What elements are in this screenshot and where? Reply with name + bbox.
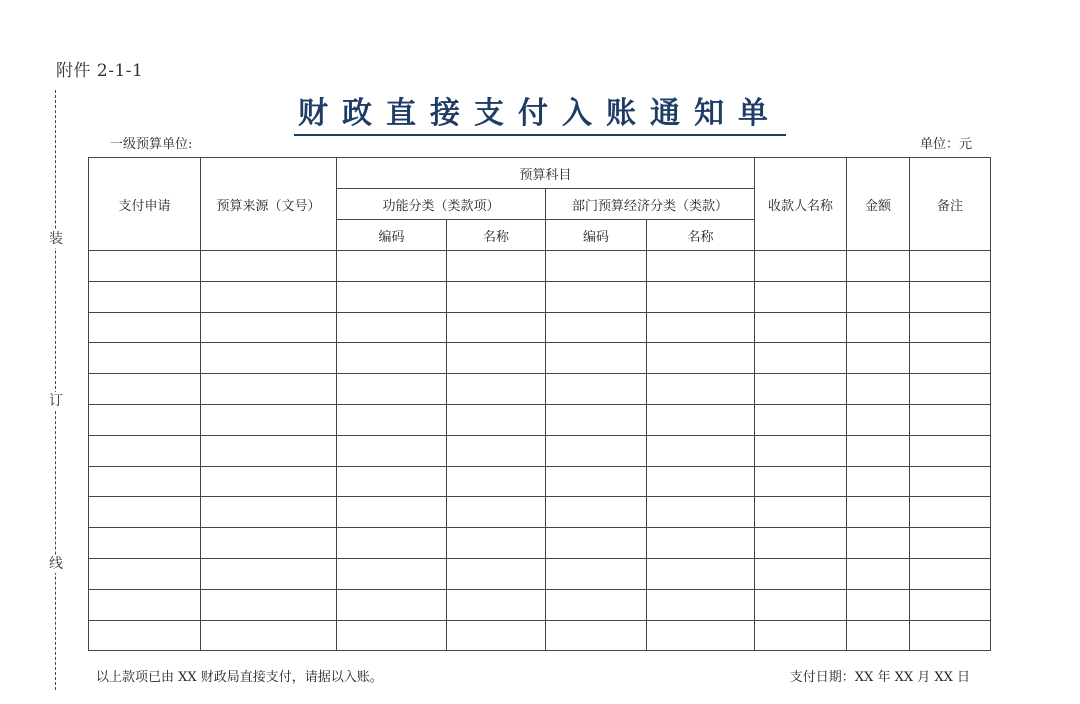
table-cell <box>847 281 910 312</box>
table-row <box>89 620 991 651</box>
table-cell <box>201 620 337 651</box>
table-cell <box>447 435 546 466</box>
table-cell <box>755 312 847 343</box>
table-row <box>89 435 991 466</box>
header-amount: 金额 <box>847 158 910 251</box>
table-cell <box>647 404 755 435</box>
header-econ-code: 编码 <box>546 220 647 251</box>
table-cell <box>89 528 201 559</box>
table-cell <box>337 466 447 497</box>
table-cell <box>755 374 847 405</box>
table-cell <box>337 435 447 466</box>
table-cell <box>89 343 201 374</box>
table-cell <box>546 374 647 405</box>
table-cell <box>546 312 647 343</box>
table-cell <box>647 466 755 497</box>
table-cell <box>546 558 647 589</box>
table-row <box>89 497 991 528</box>
table-cell <box>546 497 647 528</box>
table-cell <box>910 466 991 497</box>
table-cell <box>337 620 447 651</box>
table-cell <box>201 374 337 405</box>
table-cell <box>546 620 647 651</box>
table-cell <box>89 404 201 435</box>
table-cell <box>910 374 991 405</box>
table-cell <box>447 374 546 405</box>
table-cell <box>647 528 755 559</box>
table-cell <box>337 374 447 405</box>
table-cell <box>910 404 991 435</box>
table-cell <box>755 343 847 374</box>
table-cell <box>447 620 546 651</box>
table-cell <box>89 312 201 343</box>
table-cell <box>447 558 546 589</box>
table-row <box>89 312 991 343</box>
header-dept-econ-class: 部门预算经济分类（类款） <box>546 189 755 220</box>
header-payee-name: 收款人名称 <box>755 158 847 251</box>
table-cell <box>546 528 647 559</box>
table-cell <box>847 374 910 405</box>
table-cell <box>89 281 201 312</box>
table-cell <box>910 558 991 589</box>
table-cell <box>337 281 447 312</box>
table-body <box>89 251 991 651</box>
header-function-class: 功能分类（类款项） <box>337 189 546 220</box>
table-cell <box>910 312 991 343</box>
table-cell <box>201 558 337 589</box>
table-cell <box>647 251 755 282</box>
table-cell <box>337 589 447 620</box>
header-budget-subject: 预算科目 <box>337 158 755 189</box>
table-cell <box>337 404 447 435</box>
primary-budget-unit-label: 一级预算单位: <box>110 137 193 152</box>
table-row <box>89 589 991 620</box>
table-cell <box>647 281 755 312</box>
table-cell <box>647 589 755 620</box>
table-cell <box>847 558 910 589</box>
table-cell <box>755 528 847 559</box>
binding-char-xian: 线 <box>49 556 63 572</box>
table-cell <box>847 404 910 435</box>
table-cell <box>647 343 755 374</box>
table-cell <box>910 281 991 312</box>
header-payment-request: 支付申请 <box>89 158 201 251</box>
table-cell <box>447 343 546 374</box>
table-cell <box>337 528 447 559</box>
table-cell <box>201 281 337 312</box>
table-cell <box>910 589 991 620</box>
table-cell <box>89 497 201 528</box>
table-cell <box>647 558 755 589</box>
table-cell <box>447 404 546 435</box>
table-cell <box>89 620 201 651</box>
table-cell <box>910 528 991 559</box>
table-cell <box>910 497 991 528</box>
table-row <box>89 281 991 312</box>
table-cell <box>847 435 910 466</box>
table-cell <box>910 435 991 466</box>
table-cell <box>201 528 337 559</box>
table-cell <box>89 374 201 405</box>
table-cell <box>546 589 647 620</box>
table-cell <box>847 589 910 620</box>
table-cell <box>447 528 546 559</box>
table-cell <box>847 497 910 528</box>
attachment-label: 附件 2-1-1 <box>56 61 144 81</box>
document-title-text: 财政直接支付入账通知单 <box>294 96 786 136</box>
table-cell <box>201 435 337 466</box>
table-row <box>89 466 991 497</box>
table-cell <box>847 251 910 282</box>
table-row <box>89 374 991 405</box>
table-cell <box>447 466 546 497</box>
table-cell <box>201 404 337 435</box>
table-cell <box>910 620 991 651</box>
table-cell <box>546 251 647 282</box>
table-cell <box>89 466 201 497</box>
header-remark: 备注 <box>910 158 991 251</box>
table-cell <box>546 435 647 466</box>
table-cell <box>755 435 847 466</box>
table-cell <box>89 558 201 589</box>
table-cell <box>201 312 337 343</box>
table-cell <box>755 251 847 282</box>
table-cell <box>337 558 447 589</box>
table-cell <box>201 251 337 282</box>
table-row <box>89 343 991 374</box>
payment-notice-table <box>88 157 991 651</box>
table-cell <box>447 497 546 528</box>
table-cell <box>447 251 546 282</box>
table-cell <box>755 466 847 497</box>
table-cell <box>447 312 546 343</box>
table-cell <box>337 343 447 374</box>
table-cell <box>337 497 447 528</box>
table-cell <box>89 435 201 466</box>
table-cell <box>546 281 647 312</box>
payment-date: 支付日期：XX 年 XX 月 XX 日 <box>789 670 970 685</box>
table-cell <box>447 589 546 620</box>
table-cell <box>847 620 910 651</box>
table-cell <box>647 312 755 343</box>
table-cell <box>755 281 847 312</box>
table-row <box>89 251 991 282</box>
table-cell <box>546 404 647 435</box>
table-cell <box>847 312 910 343</box>
header-budget-source: 预算来源（文号） <box>201 158 337 251</box>
table-cell <box>847 528 910 559</box>
table-cell <box>647 497 755 528</box>
table-cell <box>647 620 755 651</box>
table-cell <box>847 343 910 374</box>
table-row <box>89 558 991 589</box>
table-cell <box>201 497 337 528</box>
table-cell <box>847 466 910 497</box>
currency-unit-label: 单位：元 <box>919 137 972 152</box>
table-cell <box>201 343 337 374</box>
table-row <box>89 528 991 559</box>
table-cell <box>447 281 546 312</box>
header-function-name: 名称 <box>447 220 546 251</box>
table-cell <box>755 497 847 528</box>
table-cell <box>755 589 847 620</box>
footer-note: 以上款项已由 XX 财政局直接支付，请据以入账。 <box>96 670 383 685</box>
header-econ-name: 名称 <box>647 220 755 251</box>
table-cell <box>647 435 755 466</box>
table-cell <box>201 466 337 497</box>
binding-char-ding: 订 <box>49 393 63 409</box>
table-cell <box>546 466 647 497</box>
document-title <box>0 88 1080 132</box>
table-cell <box>337 312 447 343</box>
table-cell <box>201 589 337 620</box>
table-cell <box>647 374 755 405</box>
binding-dashed-line <box>55 90 56 690</box>
table-cell <box>546 343 647 374</box>
table-cell <box>755 558 847 589</box>
table-cell <box>89 251 201 282</box>
table-row <box>89 404 991 435</box>
header-function-code: 编码 <box>337 220 447 251</box>
table-cell <box>89 589 201 620</box>
table-cell <box>755 620 847 651</box>
table-cell <box>755 404 847 435</box>
table-cell <box>910 251 991 282</box>
table-cell <box>337 251 447 282</box>
binding-char-zhuang: 装 <box>49 231 63 247</box>
table-cell <box>910 343 991 374</box>
